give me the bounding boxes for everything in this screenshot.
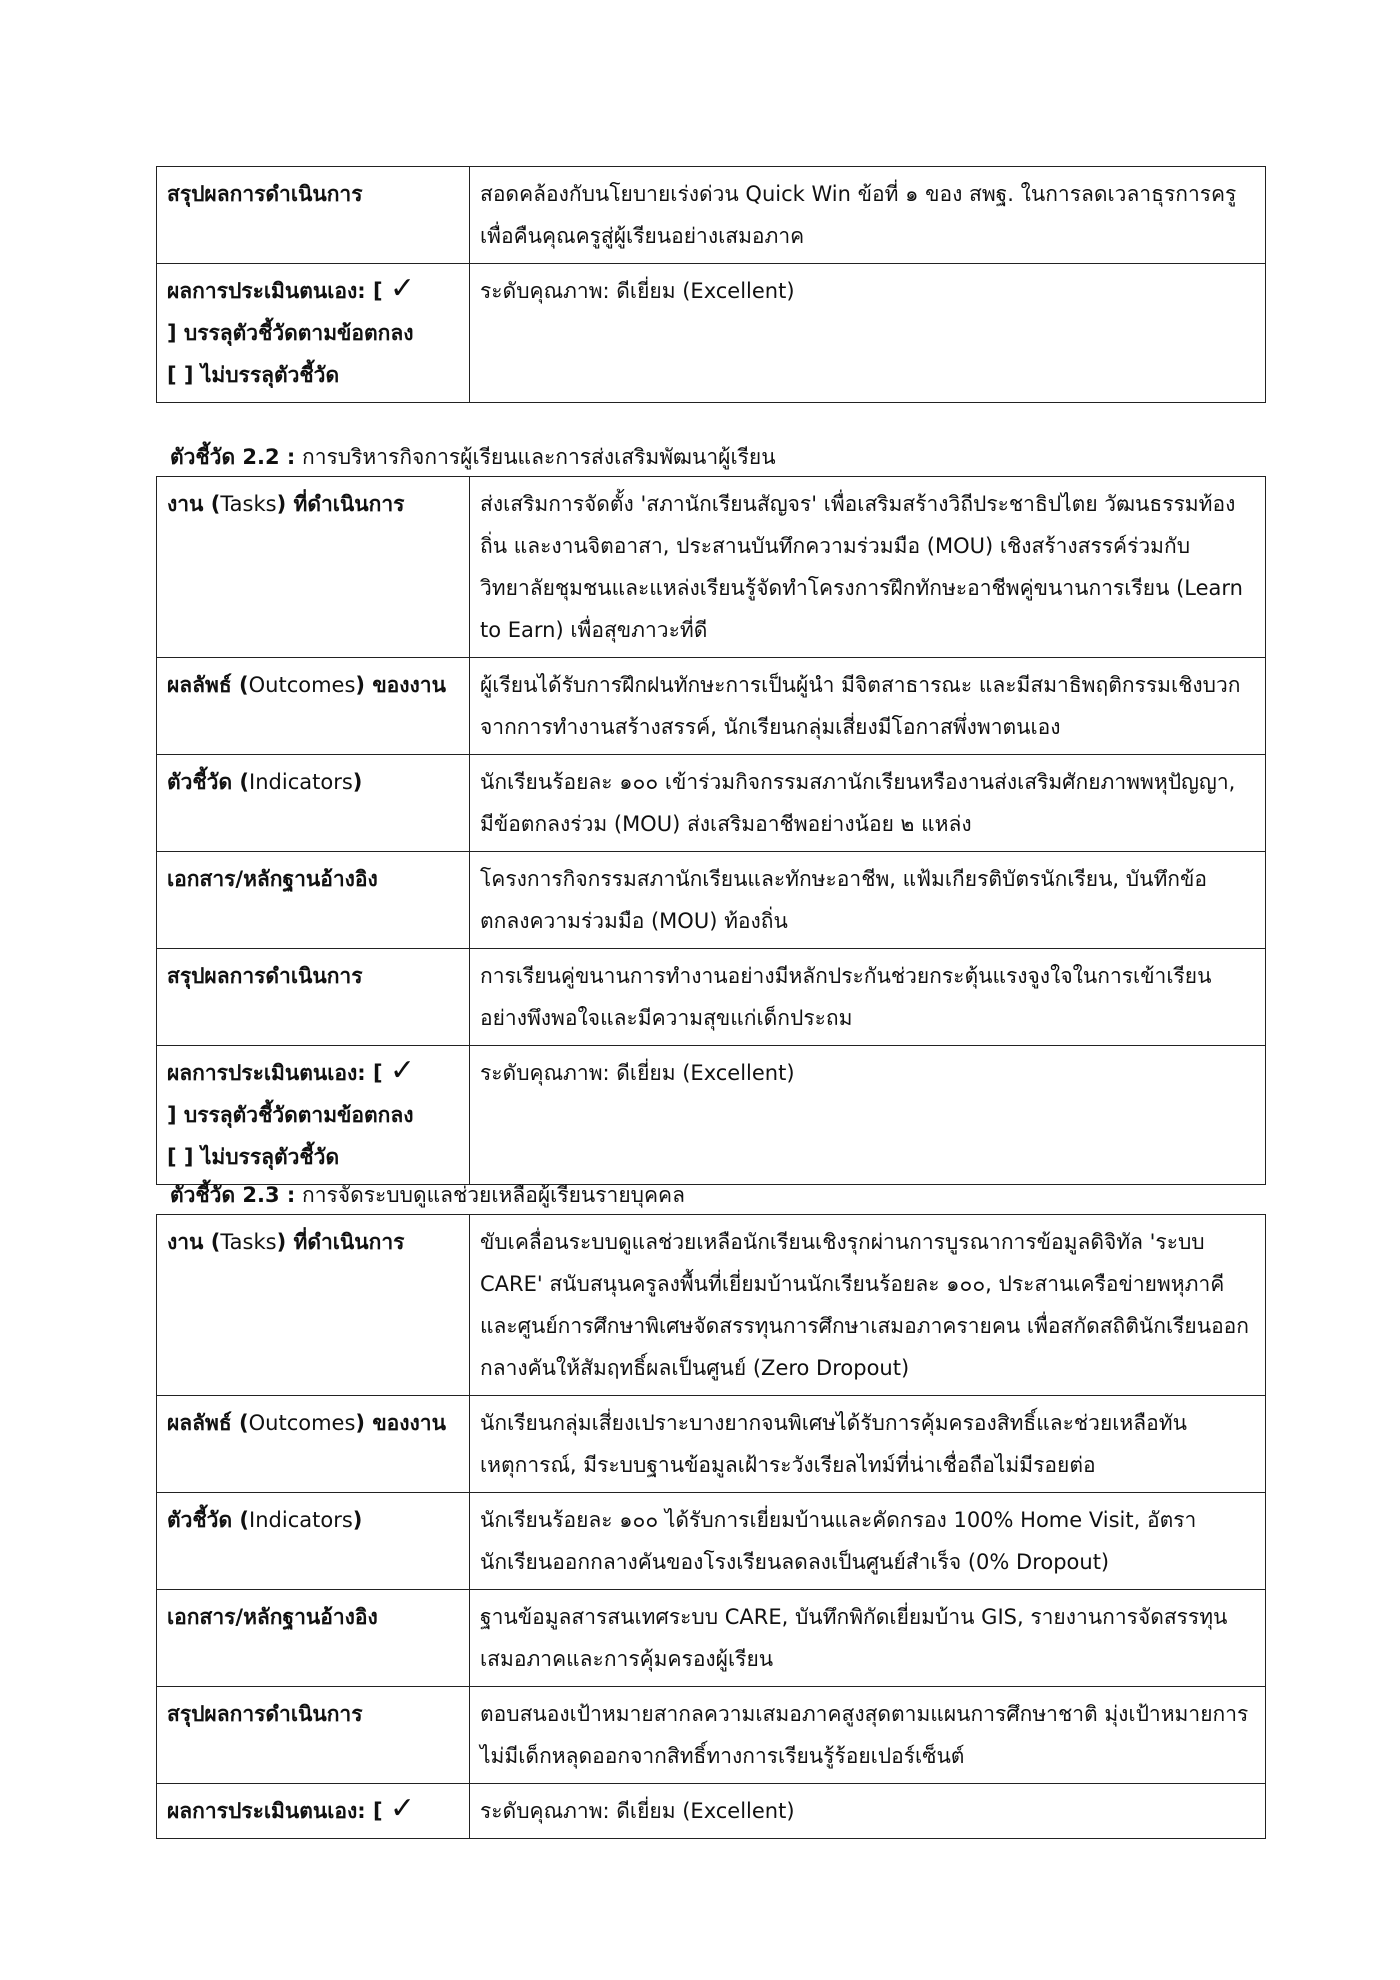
self-eval-not-achieved: [ ] ไม่บรรลุตัวชี้วัด — [167, 363, 340, 387]
indicators-value: นักเรียนร้อยละ ๑๐๐ ได้รับการเยี่ยมบ้านและคัดกรอง 100% Home Visit, อัตรานักเรียนออกกลางคันของโรงเรียนลดลงเป็นศูนย์สำเร็จ (0% Dropout) — [470, 1493, 1266, 1590]
table-row — [157, 1493, 1266, 1590]
table-row — [157, 477, 1266, 658]
self-eval-value: ระดับคุณภาพ: ดีเยี่ยม (Excellent) — [470, 1784, 1266, 1839]
section-heading-number: ตัวชี้วัด 2.2 : — [170, 445, 296, 469]
table-row — [157, 264, 1266, 403]
self-eval-text: ผลการประเมินตนเอง: [ — [167, 1061, 383, 1085]
table-row — [157, 1046, 1266, 1185]
section-2-2-table — [156, 476, 1266, 1185]
section-heading — [170, 442, 776, 472]
tasks-value: ส่งเสริมการจัดตั้ง 'สภานักเรียนสัญจร' เพื่อเสริมสร้างวิถีประชาธิปไตย วัฒนธรรมท้องถิ่น และงานจิตอาสา, ประสานบันทึกความร่วมมือ (MOU) เชิงสร้างสรรค์ร่วมกับวิทยาลัยชุมชนและแหล่งเรียนรู้จัดทำโครงการฝึกทักษะอาชีพคู่ขนานการเรียน (Learn to Earn) เพื่อสุขภาวะที่ดี — [470, 477, 1266, 658]
self-eval-achieved: ] บรรลุตัวชี้วัดตามข้อตกลง — [167, 321, 414, 345]
self-eval-not-achieved: [ ] ไม่บรรลุตัวชี้วัด — [167, 1145, 340, 1169]
indicators-value: นักเรียนร้อยละ ๑๐๐ เข้าร่วมกิจกรรมสภานักเรียนหรืองานส่งเสริมศักยภาพพหุปัญญา, มีข้อตกลงร่วม (MOU) ส่งเสริมอาชีพอย่างน้อย ๒ แหล่ง — [470, 755, 1266, 852]
table-row — [157, 1215, 1266, 1396]
section-1-table — [156, 166, 1266, 403]
self-eval-value: ระดับคุณภาพ: ดีเยี่ยม (Excellent) — [470, 264, 1266, 403]
check-mark-icon: ✓ — [389, 1053, 416, 1088]
table-row — [157, 1590, 1266, 1687]
row-value: สอดคล้องกับนโยบายเร่งด่วน Quick Win ข้อที่ ๑ ของ สพฐ. ในการลดเวลาธุรการครู เพื่อคืนคุณครูสู่ผู้เรียนอย่างเสมอภาค — [470, 167, 1266, 264]
evidence-label: เอกสาร/หลักฐานอ้างอิง — [157, 1590, 470, 1687]
table-row — [157, 852, 1266, 949]
evidence-label: เอกสาร/หลักฐานอ้างอิง — [157, 852, 470, 949]
row-label: สรุปผลการดำเนินการ — [157, 167, 470, 264]
table-row — [157, 167, 1266, 264]
section-2-3-table — [156, 1214, 1266, 1839]
summary-value: ตอบสนองเป้าหมายสากลความเสมอภาคสูงสุดตามแผนการศึกษาชาติ มุ่งเป้าหมายการไม่มีเด็กหลุดออกจากสิทธิ์ทางการเรียนรู้ร้อยเปอร์เซ็นต์ — [470, 1687, 1266, 1784]
tasks-label: งาน (Tasks) ที่ดำเนินการ — [157, 477, 470, 658]
section-heading-title: การบริหารกิจการผู้เรียนและการส่งเสริมพัฒนาผู้เรียน — [295, 445, 776, 469]
summary-label: สรุปผลการดำเนินการ — [157, 1687, 470, 1784]
table-row — [157, 1396, 1266, 1493]
check-mark-icon: ✓ — [389, 271, 416, 306]
tasks-value: ขับเคลื่อนระบบดูแลช่วยเหลือนักเรียนเชิงรุกผ่านการบูรณาการข้อมูลดิจิทัล 'ระบบ CARE' สนับสนุนครูลงพื้นที่เยี่ยมบ้านนักเรียนร้อยละ ๑๐๐, ประสานเครือข่ายพหุภาคีและศูนย์การศึกษาพิเศษจัดสรรทุนการศึกษาเสมอภาครายคน เพื่อสกัดสถิตินักเรียนออกกลางคันให้สัมฤทธิ์ผลเป็นศูนย์ (Zero Dropout) — [470, 1215, 1266, 1396]
summary-value: การเรียนคู่ขนานการทำงานอย่างมีหลักประกันช่วยกระตุ้นแรงจูงใจในการเข้าเรียนอย่างพึงพอใจและมีความสุขแก่เด็กประถม — [470, 949, 1266, 1046]
outcomes-label: ผลลัพธ์ (Outcomes) ของงาน — [157, 1396, 470, 1493]
self-eval-text: ผลการประเมินตนเอง: [ — [167, 1799, 383, 1823]
check-mark-icon: ✓ — [389, 1791, 416, 1826]
self-eval-label — [157, 1046, 470, 1185]
self-eval-text: ผลการประเมินตนเอง: [ — [167, 279, 383, 303]
outcomes-value: นักเรียนกลุ่มเสี่ยงเปราะบางยากจนพิเศษได้รับการคุ้มครองสิทธิ์และช่วยเหลือทันเหตุการณ์, มีระบบฐานข้อมูลเฝ้าระวังเรียลไทม์ที่น่าเชื่อถือไม่มีรอยต่อ — [470, 1396, 1266, 1493]
section-heading — [170, 1180, 685, 1210]
table-row — [157, 755, 1266, 852]
indicators-label: ตัวชี้วัด (Indicators) — [157, 755, 470, 852]
outcomes-value: ผู้เรียนได้รับการฝึกฝนทักษะการเป็นผู้นำ มีจิตสาธารณะ และมีสมาธิพฤติกรรมเชิงบวกจากการทำงานสร้างสรรค์, นักเรียนกลุ่มเสี่ยงมีโอกาสพึ่งพาตนเอง — [470, 658, 1266, 755]
outcomes-label: ผลลัพธ์ (Outcomes) ของงาน — [157, 658, 470, 755]
evidence-value: ฐานข้อมูลสารสนเทศระบบ CARE, บันทึกพิกัดเยี่ยมบ้าน GIS, รายงานการจัดสรรทุนเสมอภาคและการคุ้มครองผู้เรียน — [470, 1590, 1266, 1687]
tasks-label: งาน (Tasks) ที่ดำเนินการ — [157, 1215, 470, 1396]
table-row — [157, 658, 1266, 755]
table-row — [157, 1784, 1266, 1839]
table-row — [157, 1687, 1266, 1784]
self-eval-label — [157, 1784, 470, 1839]
table-row — [157, 949, 1266, 1046]
summary-label: สรุปผลการดำเนินการ — [157, 949, 470, 1046]
indicators-label: ตัวชี้วัด (Indicators) — [157, 1493, 470, 1590]
evidence-value: โครงการกิจกรรมสภานักเรียนและทักษะอาชีพ, แฟ้มเกียรติบัตรนักเรียน, บันทึกข้อตกลงความร่วมมือ (MOU) ท้องถิ่น — [470, 852, 1266, 949]
self-eval-achieved: ] บรรลุตัวชี้วัดตามข้อตกลง — [167, 1103, 414, 1127]
self-eval-label — [157, 264, 470, 403]
self-eval-value: ระดับคุณภาพ: ดีเยี่ยม (Excellent) — [470, 1046, 1266, 1185]
section-heading-title: การจัดระบบดูแลช่วยเหลือผู้เรียนรายบุคคล — [295, 1183, 685, 1207]
section-heading-number: ตัวชี้วัด 2.3 : — [170, 1183, 296, 1207]
